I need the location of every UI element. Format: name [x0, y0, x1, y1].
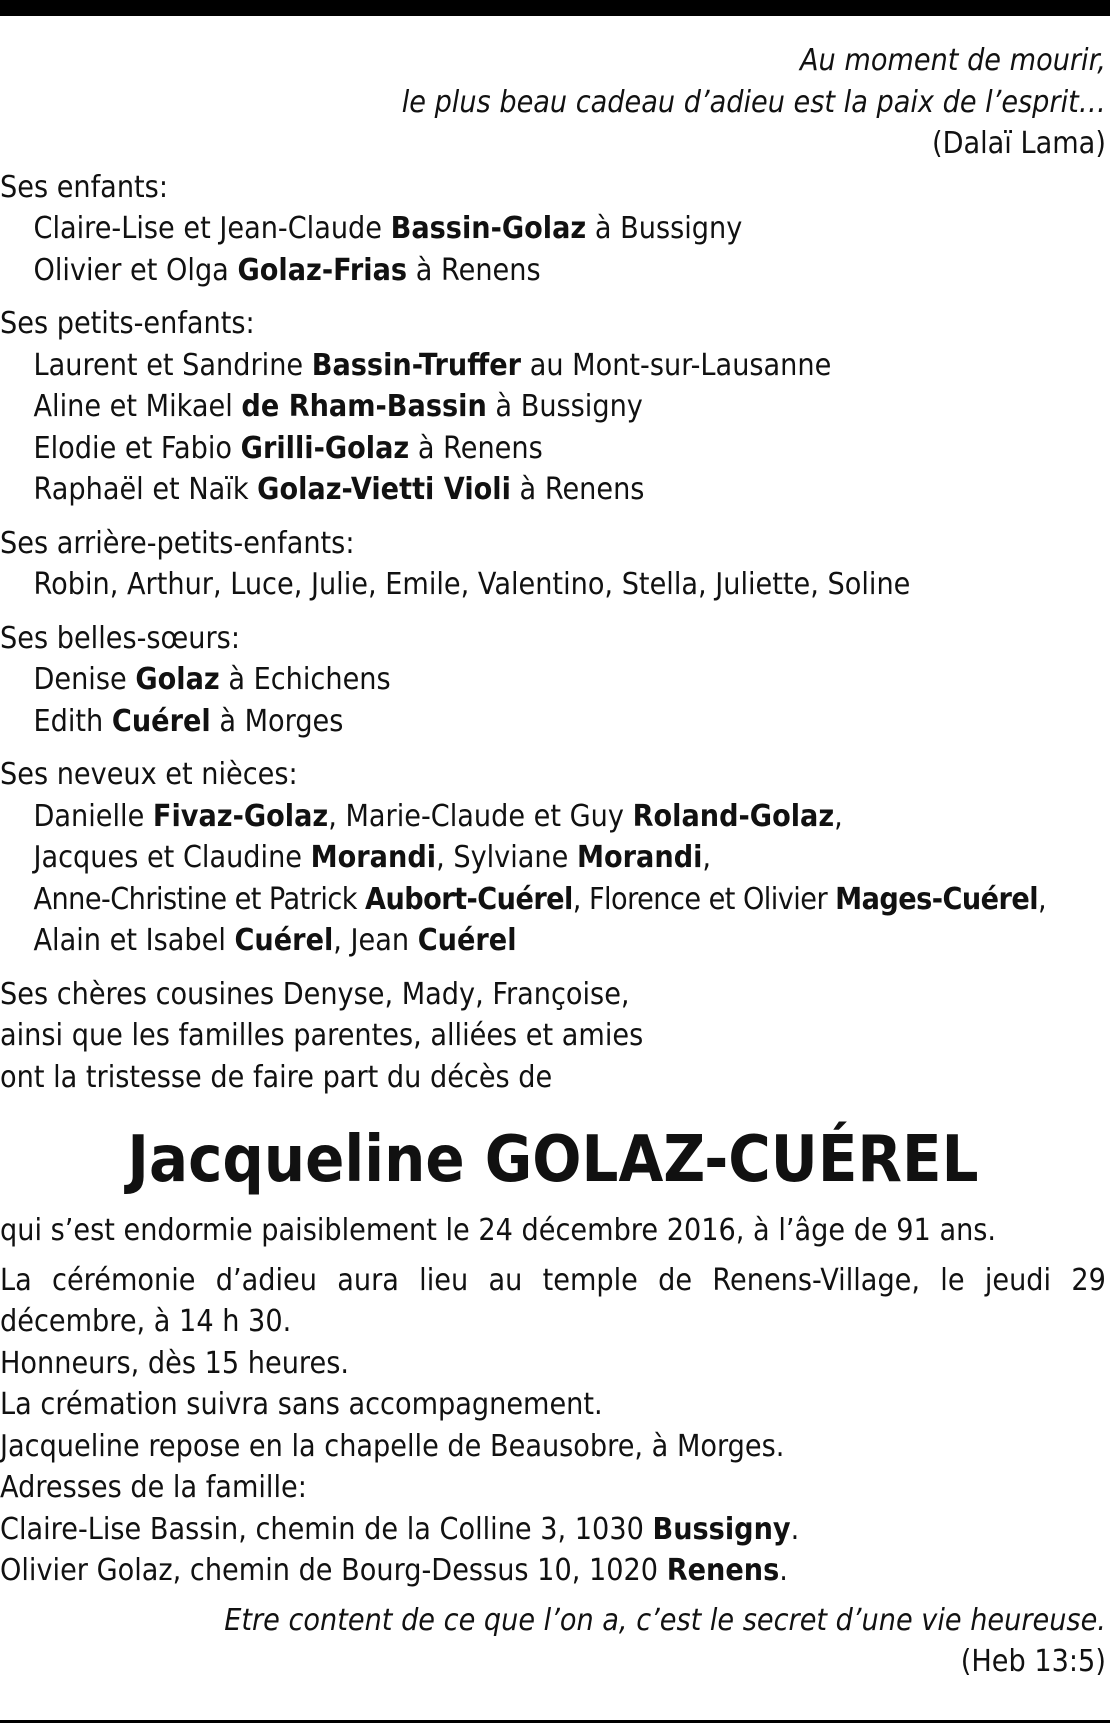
- section-cousines: [0, 974, 1106, 1099]
- opening-quote-line-1: Au moment de mourir,: [799, 43, 1106, 78]
- opening-quote-source: (Dalaï Lama): [931, 126, 1106, 161]
- section-neveux: [0, 754, 1106, 962]
- opening-quote: [0, 40, 1106, 165]
- adresses-heading: Adresses de la famille:: [0, 1470, 307, 1505]
- city: Renens: [666, 1553, 780, 1588]
- surname: Golaz: [135, 662, 220, 697]
- family-row: Edith Cuérel à Morges: [33, 703, 344, 739]
- surname: Mages-Cuérel: [835, 881, 1039, 917]
- family-row: Olivier et Olga Golaz-Frias à Renens: [33, 252, 541, 288]
- bottom-rule: [0, 1720, 1110, 1723]
- top-rule: [0, 0, 1110, 16]
- surname: Grilli-Golaz: [240, 430, 410, 466]
- great-grandchildren-names: Robin, Arthur, Luce, Julie, Emile, Valentino, Stella, Juliette, Soline: [33, 567, 911, 602]
- section-petits-enfants: [0, 303, 1106, 511]
- repose-text: Jacqueline repose en la chapelle de Beausobre, à Morges.: [0, 1428, 785, 1464]
- family-row: Anne-Christine et Patrick Aubort-Cuérel, Florence et Olivier Mages-Cuérel,: [33, 881, 1047, 917]
- cousines-line-1: Ses chères cousines Denyse, Mady, Françoise,: [0, 976, 630, 1012]
- cousines-line-3: ont la tristesse de faire part du décès de: [0, 1059, 553, 1095]
- surname: Bassin-Truffer: [311, 347, 522, 383]
- surname: Fivaz-Golaz: [152, 798, 329, 834]
- section-heading: Ses enfants:: [0, 169, 168, 205]
- family-row: Laurent et Sandrine Bassin-Truffer au Mont-sur-Lausanne: [33, 347, 832, 383]
- family-row: Danielle Fivaz-Golaz, Marie-Claude et Guy Roland-Golaz,: [33, 798, 843, 834]
- deceased-name: Jacqueline GOLAZ-CUÉREL: [127, 1123, 979, 1197]
- cousines-line-2: ainsi que les familles parentes, alliées et amies: [0, 1018, 644, 1053]
- city: Bussigny: [652, 1511, 791, 1547]
- section-arriere-petits-enfants: [0, 523, 1106, 606]
- cremation-text: La crémation suivra sans accompagnement.: [0, 1387, 603, 1422]
- surname: Golaz-Vietti Violi: [257, 472, 511, 507]
- family-row: Claire-Lise et Jean-Claude Bassin-Golaz à Bussigny: [33, 211, 743, 246]
- ceremony-text: La cérémonie d’adieu aura lieu au temple de Renens-Village, le jeudi 29 décembre, à 14 h 30.: [0, 1262, 1106, 1339]
- section-heading: Ses arrière-petits-enfants:: [0, 525, 355, 561]
- family-row: Jacques et Claudine Morandi, Sylviane Morandi,: [33, 840, 712, 875]
- family-row: Raphaël et Naïk Golaz-Vietti Violi à Renens: [33, 472, 645, 507]
- honneurs-text: Honneurs, dès 15 heures.: [0, 1345, 349, 1381]
- opening-quote-line-2: le plus beau cadeau d’adieu est la paix de l’esprit…: [401, 84, 1106, 120]
- section-heading: Ses neveux et nièces:: [0, 757, 298, 792]
- family-row: Denise Golaz à Echichens: [33, 662, 391, 697]
- family-row: Alain et Isabel Cuérel, Jean Cuérel: [33, 923, 517, 958]
- surname: Roland-Golaz: [632, 798, 835, 834]
- death-line: qui s’est endormie paisiblement le 24 décembre 2016, à l’âge de 91 ans.: [0, 1213, 997, 1248]
- family-row: Elodie et Fabio Grilli-Golaz à Renens: [33, 430, 543, 466]
- surname: Cuérel: [111, 703, 211, 739]
- address-1: Claire-Lise Bassin, chemin de la Colline 3, 1030 Bussigny.: [0, 1511, 800, 1547]
- section-heading: Ses petits-enfants:: [0, 306, 255, 341]
- surname: Cuérel: [417, 923, 517, 958]
- closing-quote: Etre content de ce que l’on a, c’est le secret d’une vie heureuse.: [224, 1602, 1106, 1638]
- surname: Morandi: [310, 840, 437, 875]
- section-heading: Ses belles-sœurs:: [0, 620, 240, 656]
- family-row: Aline et Mikael de Rham-Bassin à Bussigny: [33, 389, 643, 424]
- section-enfants: [0, 167, 1106, 292]
- obituary-notice: [0, 40, 1106, 1683]
- closing-quote-source: (Heb 13:5): [960, 1644, 1106, 1679]
- surname: Bassin-Golaz: [390, 211, 587, 246]
- surname: Morandi: [576, 840, 703, 875]
- section-belles-soeurs: [0, 618, 1106, 743]
- surname: de Rham-Bassin: [241, 389, 487, 424]
- surname: Aubort-Cuérel: [365, 881, 573, 917]
- address-2: Olivier Golaz, chemin de Bourg-Dessus 10, 1020 Renens.: [0, 1553, 788, 1588]
- surname: Cuérel: [234, 923, 334, 958]
- surname: Golaz-Frias: [237, 252, 408, 288]
